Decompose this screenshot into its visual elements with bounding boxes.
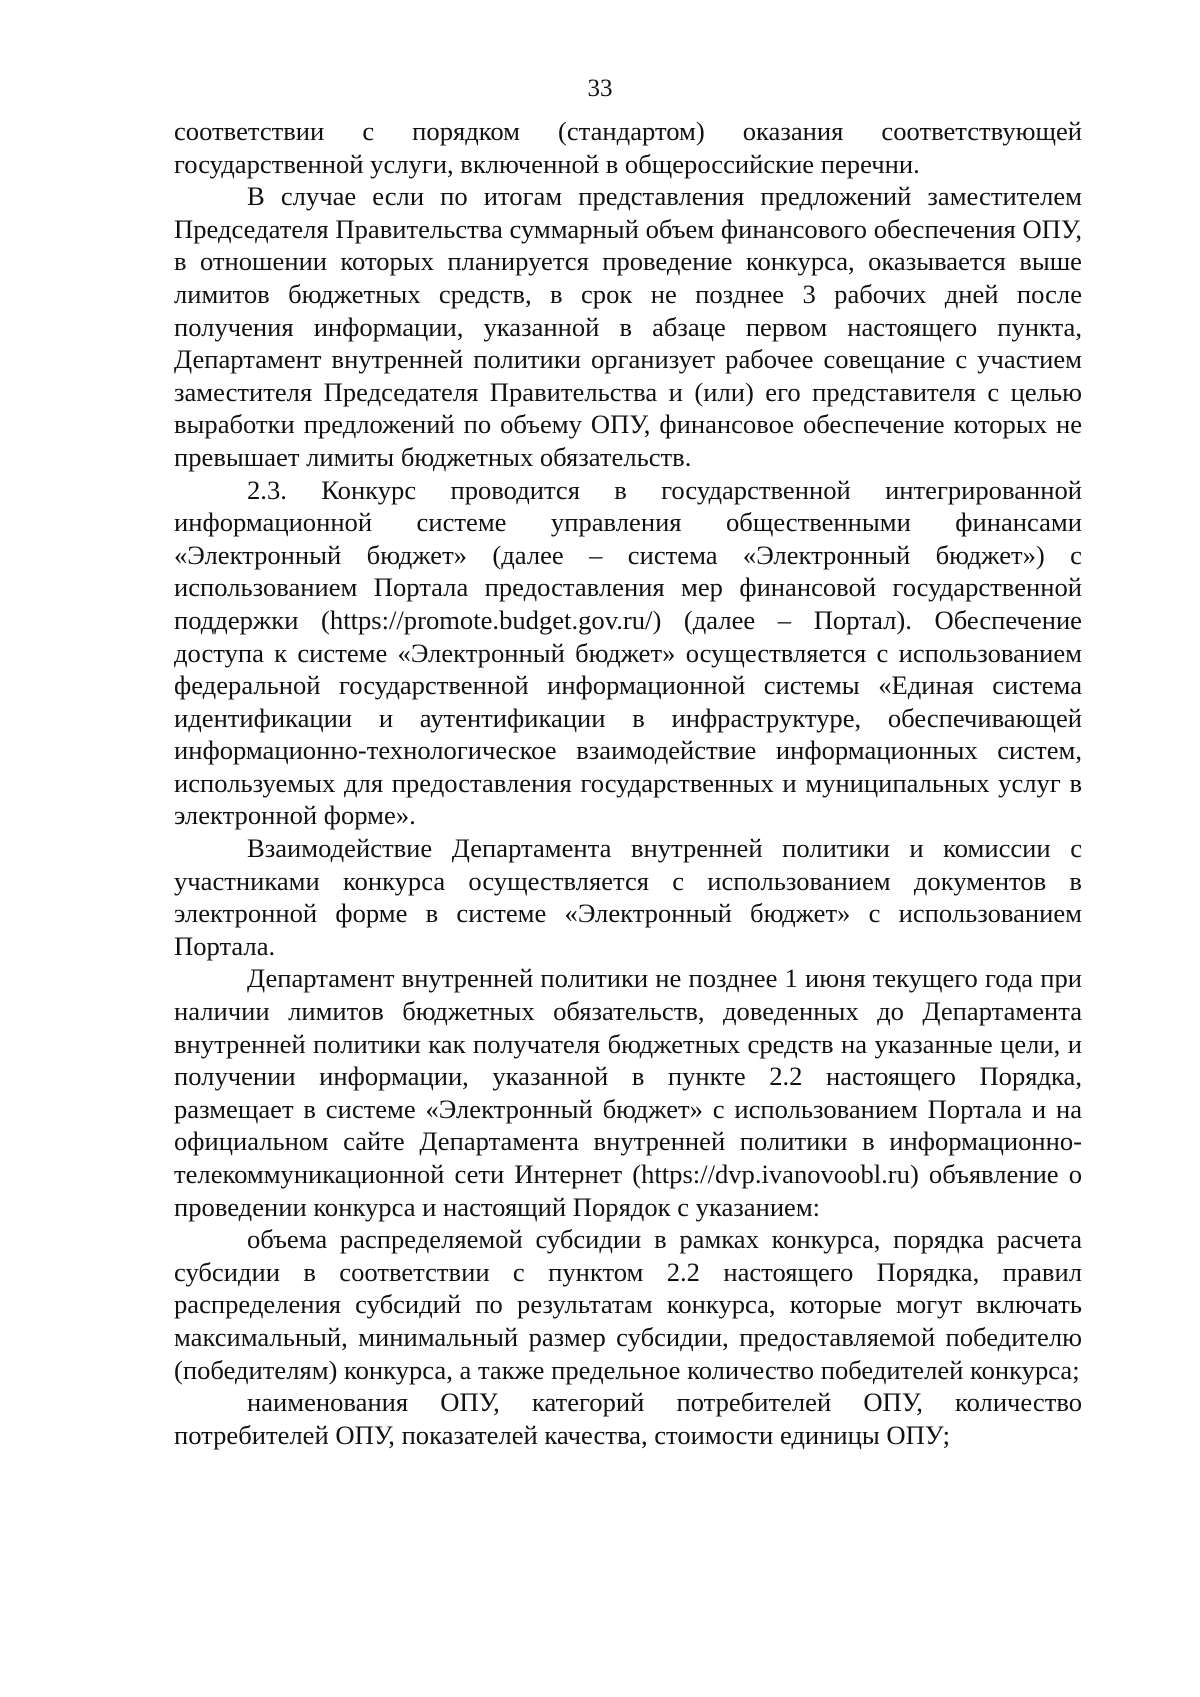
paragraph-2-3-electronic-budget: 2.3. Конкурс проводится в государственной интегрированной информационной системе управления общественными финансами «Электронный бюджет» (далее – система «Электронный бюджет») с использованием Портала предоставления мер финансовой государственной поддержки (https://promote.budget.gov.ru/) (далее – Портал). Обеспечение доступа к системе «Электронный бюджет» осуществляется с использованием федеральной государственной информационной системы «Единая система идентификации и аутентификации в инфраструктуре, обеспечивающей информационно-технологическое взаимодействие информационных систем, используемых для предоставления государственных и муниципальных услуг в электронной форме». [174,474,1082,831]
paragraph-continuation: соответствии с порядком (стандартом) оказания соответствующей государственной услуги, включенной в общероссийские перечни. [174,116,1082,179]
paragraph-interaction: Взаимодействие Департамента внутренней политики и комиссии с участниками конкурса осуществляется с использованием документов в электронной форме в системе «Электронный бюджет» с использованием Портала. [174,833,1082,961]
paragraph-subsidy-volume: объема распределяемой субсидии в рамках конкурса, порядка расчета субсидии в соответствии с пунктом 2.2 настоящего Порядка, правил распределения субсидий по результатам конкурса, которые могут включать максимальный, минимальный размер субсидии, предоставляемой победителю (победителям) конкурса, а также предельное количество победителей конкурса; [174,1224,1082,1385]
paragraph-announcement: Департамент внутренней политики не позднее 1 июня текущего года при наличии лимитов бюджетных обязательств, доведенных до Департамента внутренней политики как получателя бюджетных средств на указанные цели, и получении информации, указанной в пункте 2.2 настоящего Порядка, размещает в системе «Электронный бюджет» с использованием Портала и на официальном сайте Департамента внутренней политики в информационно-телекоммуникационной сети Интернет (https://dvp.ivanovoobl.ru) объявление о проведении конкурса и настоящий Порядок с указанием: [174,963,1082,1222]
paragraph-budget-limits: В случае если по итогам представления предложений заместителем Председателя Правительства суммарный объем финансового обеспечения ОПУ, в отношении которых планируется проведение конкурса, оказывается выше лимитов бюджетных средств, в срок не позднее 3 рабочих дней после получения информации, указанной в абзаце первом настоящего пункта, Департамент внутренней политики организует рабочее совещание с участием заместителя Председателя Правительства и (или) его представителя с целью выработки предложений по объему ОПУ, финансовое обеспечение которых не превышает лимиты бюджетных обязательств. [174,181,1082,472]
page-number: 33 [587,75,613,102]
document-body [174,115,1082,1451]
paragraph-opu-names: наименования ОПУ, категорий потребителей ОПУ, количество потребителей ОПУ, показателей качества, стоимости единицы ОПУ; [174,1387,1082,1450]
